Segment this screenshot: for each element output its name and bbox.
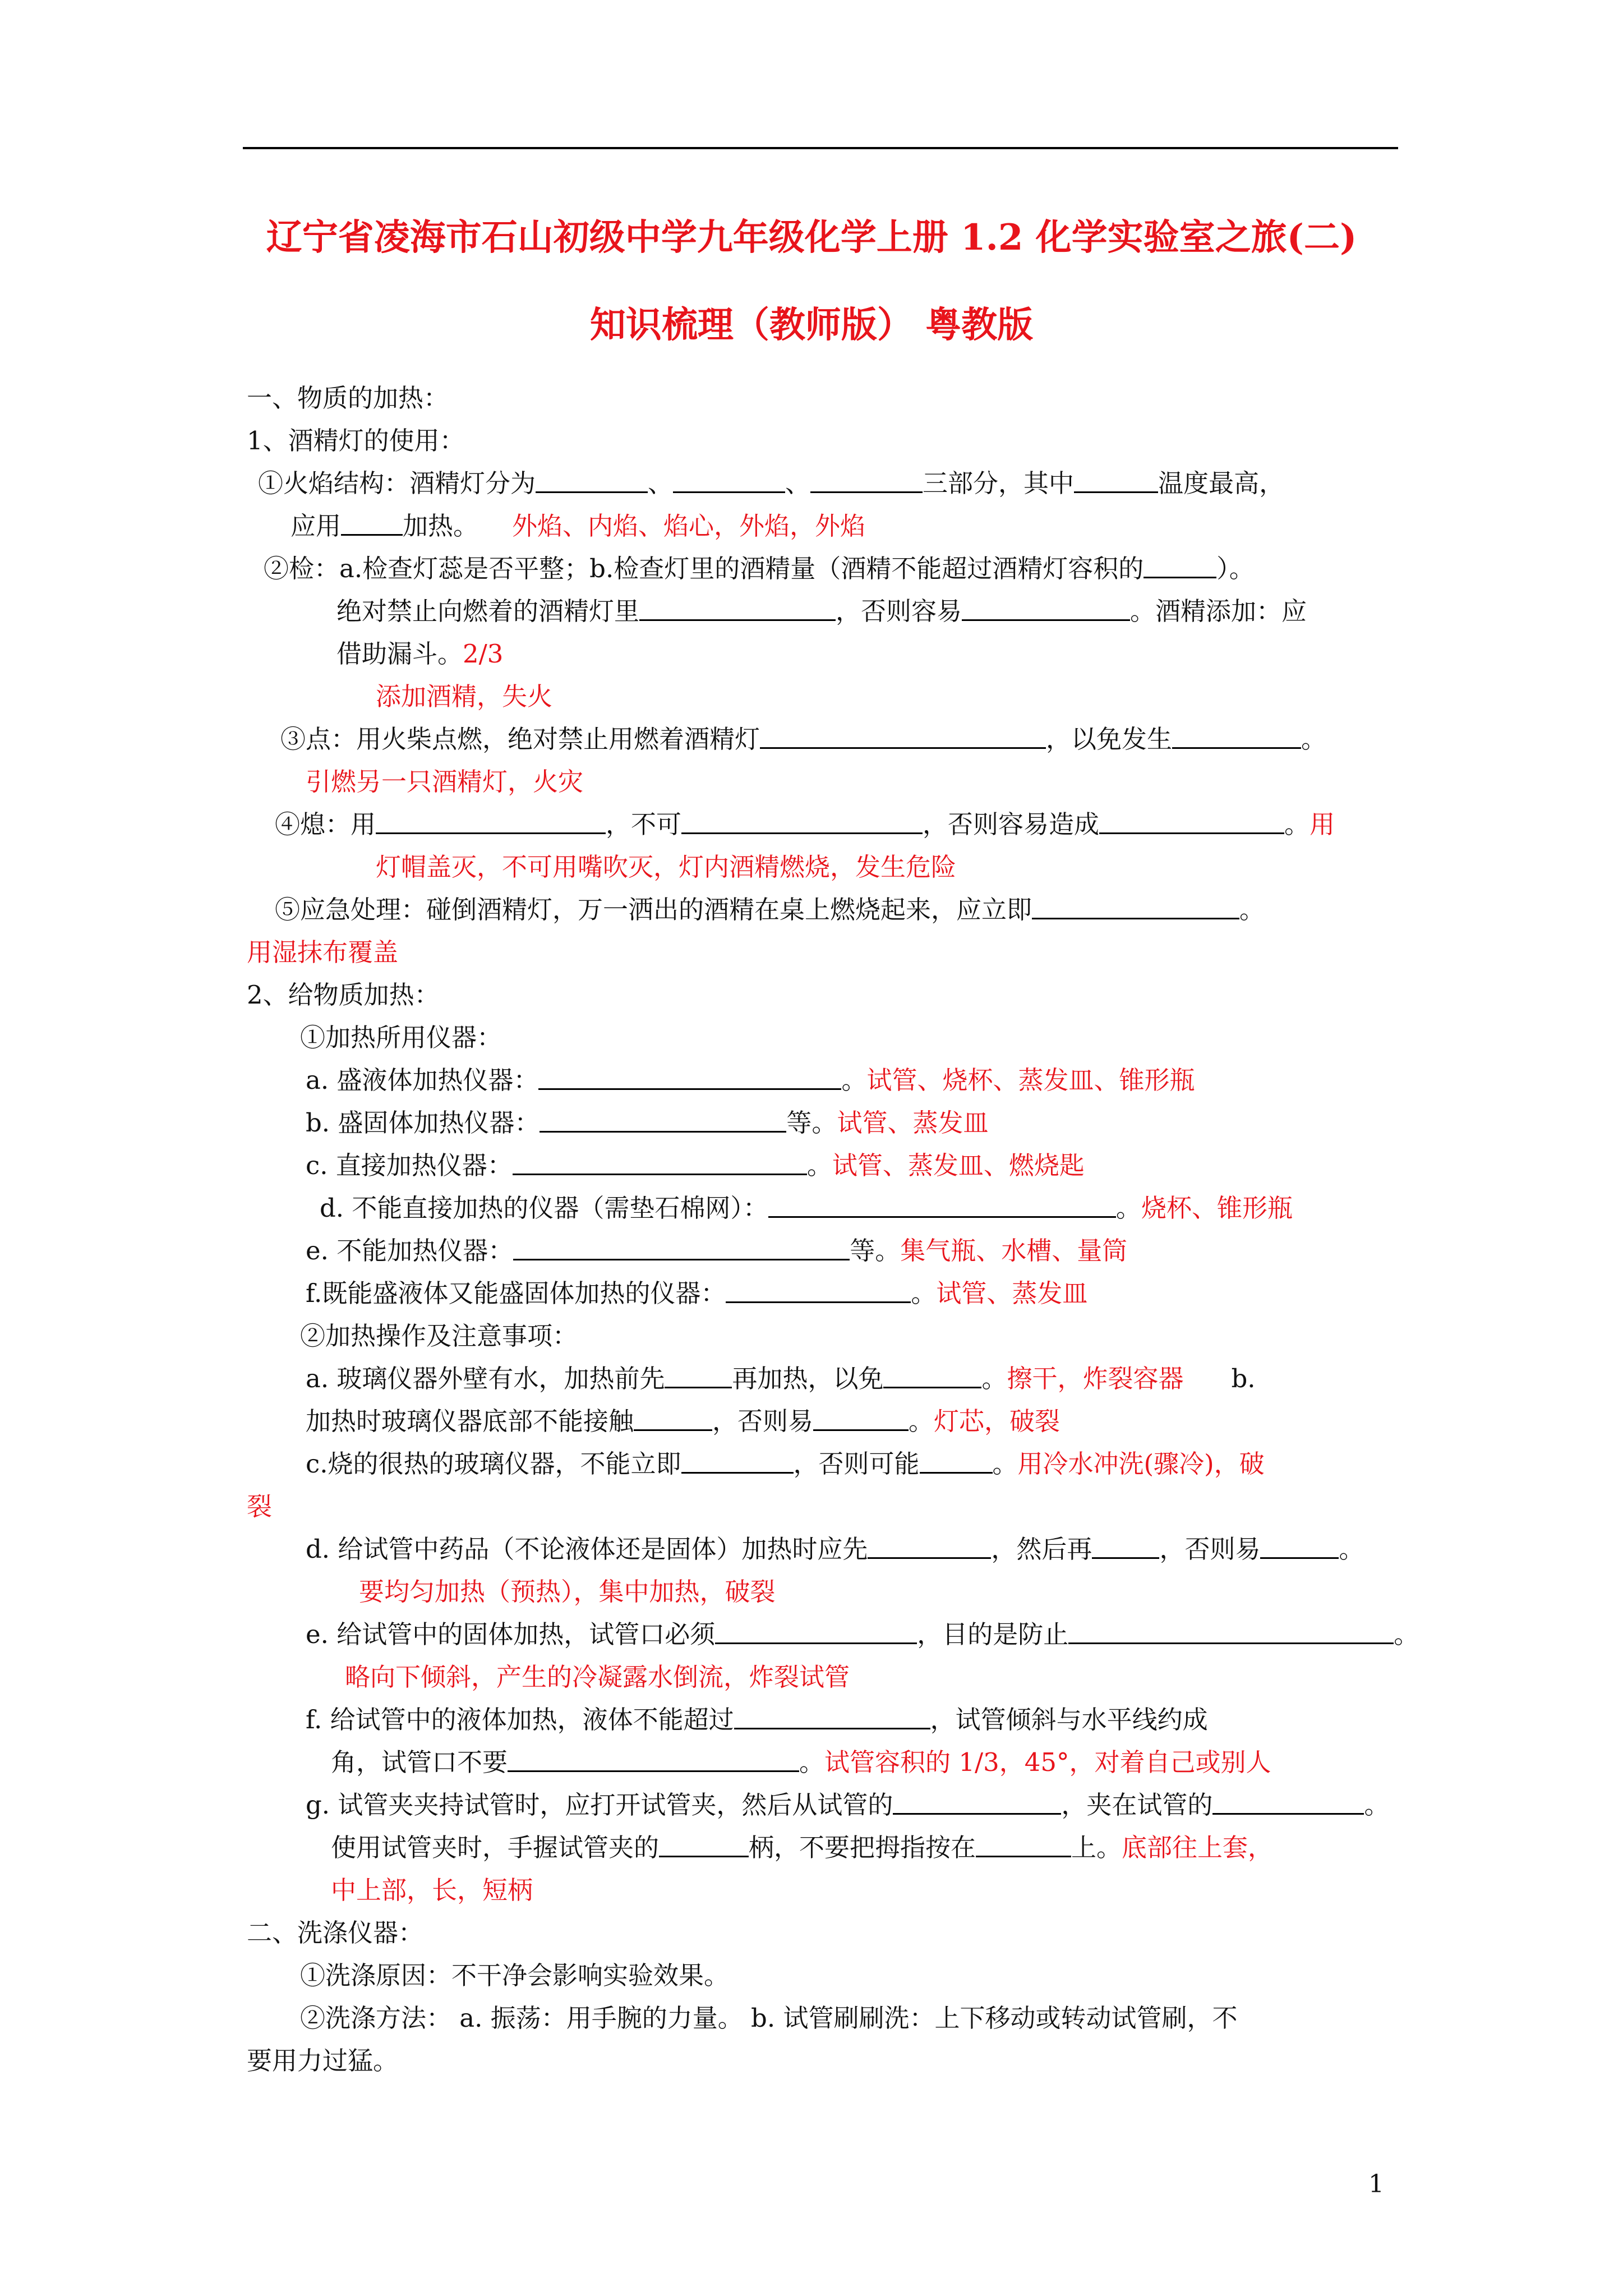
item-op-f-cont: 角，试管口不要 。试管容积的 1/3，45°，对着自己或别人 xyxy=(331,1747,1271,1777)
answer: 擦干，炸裂容器 xyxy=(1007,1364,1184,1393)
header-rule xyxy=(243,147,1398,149)
item-instr-b: b. 盛固体加热仪器： 等。试管、蒸发皿 xyxy=(306,1108,989,1138)
blank[interactable] xyxy=(681,1450,794,1474)
blank[interactable] xyxy=(341,512,403,536)
item-check-cont: 绝对禁止向燃着的酒精灯里 ，否则容易 。酒精添加：应 xyxy=(336,596,1307,626)
section-heading-heating: 一、物质的加热： xyxy=(247,383,449,413)
page-title: 辽宁省凌海市石山初级中学九年级化学上册 1.2 化学实验室之旅(二) xyxy=(266,217,1357,259)
item-op-g: g. 试管夹夹持试管时，应打开试管夹，然后从试管的 ，夹在试管的 。 xyxy=(306,1790,1390,1820)
blank[interactable] xyxy=(760,725,1046,749)
answer: 试管、蒸发皿、燃烧匙 xyxy=(832,1151,1085,1180)
answer: 试管、烧杯、蒸发皿、锥形瓶 xyxy=(866,1065,1195,1095)
answer: 略向下倾斜，产生的冷凝露水倒流，炸裂试管 xyxy=(345,1662,850,1692)
answer: 引燃另一只酒精灯，火灾 xyxy=(306,767,584,797)
blank[interactable] xyxy=(513,1151,807,1175)
blank[interactable] xyxy=(883,1364,981,1388)
blank[interactable] xyxy=(1099,810,1284,834)
blank[interactable] xyxy=(868,1535,991,1559)
item-instr-e: e. 不能加热仪器： 等。集气瓶、水槽、量筒 xyxy=(306,1236,1128,1266)
answer: 中上部，长，短柄 xyxy=(331,1875,533,1905)
blank[interactable] xyxy=(1032,895,1239,919)
blank[interactable] xyxy=(726,1279,911,1303)
blank[interactable] xyxy=(1074,469,1158,493)
blank[interactable] xyxy=(681,810,923,834)
blank[interactable] xyxy=(962,597,1130,621)
answer: 要均匀加热（预热），集中加热，破裂 xyxy=(359,1577,776,1607)
blank[interactable] xyxy=(673,469,785,493)
item-instr-c: c. 直接加热仪器： 。试管、蒸发皿、燃烧匙 xyxy=(306,1151,1085,1180)
item-instr-d: d. 不能直接加热的仪器（需垫石棉网）： 。烧杯、锥形瓶 xyxy=(320,1193,1293,1223)
item-instr-a: a. 盛液体加热仪器： 。试管、烧杯、蒸发皿、锥形瓶 xyxy=(306,1065,1195,1095)
answer: 2/3 xyxy=(463,639,504,669)
item-op-b: 加热时玻璃仪器底部不能接触 ，否则易 。灯芯，破裂 xyxy=(306,1406,1061,1436)
blank[interactable] xyxy=(513,1236,850,1260)
answer: 灯芯，破裂 xyxy=(934,1406,1061,1436)
subsection-alcohol-lamp: 1、酒精灯的使用： xyxy=(247,426,465,455)
blank[interactable] xyxy=(1092,1535,1159,1559)
item-op-a: a. 玻璃仪器外壁有水，加热前先 再加热，以免 。擦干，炸裂容器 b. xyxy=(306,1364,1256,1393)
blank[interactable] xyxy=(893,1791,1061,1815)
blank[interactable] xyxy=(1068,1620,1394,1644)
blank[interactable] xyxy=(976,1833,1071,1857)
answer: 外焰、内焰、焰心，外焰，外焰 xyxy=(512,511,866,541)
blank[interactable] xyxy=(768,1194,1116,1218)
blank[interactable] xyxy=(508,1748,799,1772)
item-op-f: f. 给试管中的液体加热，液体不能超过 ，试管倾斜与水平线约成 xyxy=(306,1705,1208,1734)
answer: 集气瓶、水槽、量筒 xyxy=(900,1236,1128,1266)
blank[interactable] xyxy=(376,810,606,834)
item-wash-reason: ①洗涤原因：不干净会影响实验效果。 xyxy=(300,1961,730,1990)
item-op-c: c.烧的很热的玻璃仪器，不能立即 ，否则可能 。用冷水冲洗(骤冷)，破 xyxy=(306,1449,1265,1479)
item-wash-method-cont: 要用力过猛。 xyxy=(247,2046,399,2076)
answer: 灯帽盖灭，不可用嘴吹灭，灯内酒精燃烧，发生危险 xyxy=(376,852,957,882)
item-check: ②检：a.检查灯蕊是否平整；b.检查灯里的酒精量（酒精不能超过酒精灯容积的 ）。 xyxy=(264,554,1255,583)
item-check-cont2: 借助漏斗。2/3 xyxy=(336,639,504,669)
answer: 用冷水冲洗(骤冷)，破 xyxy=(1017,1449,1265,1479)
blank[interactable] xyxy=(1172,725,1301,749)
blank[interactable] xyxy=(734,1705,930,1729)
blank[interactable] xyxy=(540,1108,786,1133)
blank[interactable] xyxy=(665,1364,732,1388)
item-op-d: d. 给试管中药品（不论液体还是固体）加热时应先 ，然后再 ，否则易 。 xyxy=(306,1534,1364,1564)
blank[interactable] xyxy=(1260,1535,1339,1559)
blank[interactable] xyxy=(538,1066,841,1090)
item-operations: ②加热操作及注意事项： xyxy=(300,1321,578,1351)
answer: 用 xyxy=(1310,809,1335,839)
blank[interactable] xyxy=(634,1407,712,1431)
item-op-e: e. 给试管中的固体加热，试管口必须 ，目的是防止 。 xyxy=(306,1619,1419,1649)
answer: 烧杯、锥形瓶 xyxy=(1141,1193,1293,1223)
item-emergency: ⑤应急处理：碰倒酒精灯，万一洒出的酒精在桌上燃烧起来，应立即 。 xyxy=(275,895,1265,924)
item-instr-f: f.既能盛液体又能盛固体加热的仪器： 。试管、蒸发皿 xyxy=(306,1278,1088,1308)
blank[interactable] xyxy=(810,469,923,493)
answer: 裂 xyxy=(247,1492,273,1521)
answer: 用湿抹布覆盖 xyxy=(247,937,399,967)
item-extinguish: ④熄：用 ，不可 ，否则容易造成 。用 xyxy=(275,809,1335,839)
item-flame-structure-cont: 应用 加热。 外焰、内焰、焰心，外焰，外焰 xyxy=(291,511,866,541)
blank[interactable] xyxy=(1144,554,1216,578)
subsection-heating-substances: 2、给物质加热： xyxy=(247,980,440,1010)
document-body xyxy=(247,377,1424,2082)
answer: 添加酒精，失火 xyxy=(376,682,553,711)
blank[interactable] xyxy=(920,1450,993,1474)
section-heading-washing: 二、洗涤仪器： xyxy=(247,1918,424,1948)
blank[interactable] xyxy=(659,1833,749,1857)
page-subtitle: 知识梳理（教师版） 粤教版 xyxy=(589,304,1034,346)
item-flame-structure: ①火焰结构：酒精灯分为 、 、 三部分，其中 温度最高， xyxy=(258,468,1285,498)
blank[interactable] xyxy=(639,597,836,621)
answer: 试管、蒸发皿 xyxy=(936,1278,1088,1308)
answer: 试管容积的 1/3，45°，对着自己或别人 xyxy=(824,1747,1271,1777)
page-number: 1 xyxy=(1368,2170,1384,2198)
item-wash-method: ②洗涤方法： a. 振荡：用手腕的力量。 b. 试管刷刷洗：上下移动或转动试管刷，不 xyxy=(300,2003,1238,2033)
blank[interactable] xyxy=(715,1620,917,1644)
answer: 试管、蒸发皿 xyxy=(837,1108,989,1138)
blank[interactable] xyxy=(1212,1791,1364,1815)
item-instruments: ①加热所用仪器： xyxy=(300,1023,502,1052)
item-op-g-cont: 使用试管夹时，手握试管夹的 柄，不要把拇指按在 上。底部往上套， xyxy=(331,1833,1274,1862)
blank[interactable] xyxy=(813,1407,909,1431)
answer: 底部往上套， xyxy=(1122,1833,1274,1862)
item-light: ③点：用火柴点燃，绝对禁止用燃着酒精灯 ，以免发生 。 xyxy=(280,724,1327,754)
blank[interactable] xyxy=(536,469,648,493)
